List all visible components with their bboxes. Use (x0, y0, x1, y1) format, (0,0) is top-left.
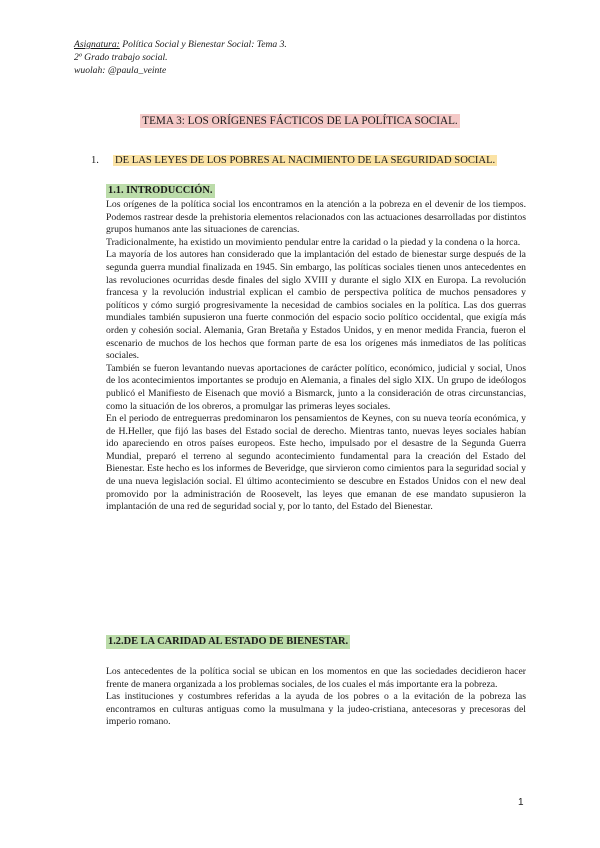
document-header (74, 38, 287, 77)
header-subject-value: Política Social y Bienestar Social: Tema 3. (119, 39, 287, 50)
header-subject-label: Asignatura: (74, 39, 120, 50)
header-wuolah-line: wuolah: @paula_veinte (74, 65, 167, 76)
subsection-1-1-heading: 1.1. INTRODUCCIÓN. (108, 185, 213, 196)
subsection-1-2-body (106, 666, 526, 729)
header-subject-line (74, 38, 287, 51)
section-1-heading (91, 154, 497, 168)
document-title: TEMA 3: LOS ORÍGENES FÁCTICOS DE LA POLÍTICA SOCIAL. (142, 115, 458, 127)
paragraph: Los antecedentes de la política social se ubican en los momentos en que las sociedades decidieron hacer frente de manera organizada a los problemas sociales, de los cuales el más importante era la pobreza. (106, 666, 526, 690)
header-degree-line: 2º Grado trabajo social. (74, 52, 168, 63)
title-wrapper (0, 111, 600, 129)
subsection-1-1-body (106, 199, 526, 514)
paragraph: Las instituciones y costumbres referidas a la ayuda de los pobres o a la evitación de la pobreza las encontramos en culturas antiguas como la musulmana y la judeo-cristiana, antecesoras y precesoras del imperio romano. (106, 691, 526, 728)
paragraph: Tradicionalmente, ha existido un movimiento pendular entre la caridad o la piedad y la condena o la horca. (106, 236, 521, 248)
page-number: 1 (518, 797, 524, 808)
paragraph: Los orígenes de la política social los encontramos en la atención a la pobreza en el devenir de los tiempos. Podemos rastrear desde la prehistoria elementos relacionados con las actuaciones desarrolladas por distintos grupos humanos ante las situaciones de carencias. (106, 199, 526, 236)
paragraph: En el periodo de entreguerras predominaron los pensamientos de Keynes, con su nueva teoría económica, y de H.Heller, que fijó las bases del Estado social de derecho. Mientras tanto, nuevas leyes sociales habían ido apareciendo en otros países europeos. Este hecho, impulsado por el desastre de la Segunda Guerra Mundial, preparó el terreno al segundo acontecimiento fundamental para la creación del Estado del Bienestar. Este hecho es los informes de Beveridge, que sirvieron como cimientos para la seguridad social y de una nueva legislación social. El último acontecimiento se descubre en Estados Unidos con el new deal promovido por la administración de Roosevelt, las leyes que emanan de ese mandato supusieron la implantación de una red de seguridad social y, por lo tanto, del Estado del Bienestar. (106, 413, 526, 513)
paragraph: La mayoría de los autores han considerado que la implantación del estado de bienestar surge después de la segunda guerra mundial finalizada en 1945. Sin embargo, las políticas sociales tienen unos antecedentes en las revoluciones ocurridas desde finales del siglo XVIII y durante el siglo XIX en Europa. La revolución francesa y la revolución industrial explican el cambio de perspectiva política de muchos pensadores y políticos y cómo surgió progresivamente la necesidad de cambios sociales en la política. Las dos guerras mundiales también supusieron una fuerte conmoción del espacio socio político occidental, que exigía más orden y cohesión social. Alemania, Gran Bretaña y Estados Unidos, y en menor medida Francia, fueron el escenario de muchos de los hechos que forman parte de esa los orígenes más inmediatos de las políticas sociales. (106, 249, 526, 362)
section-1-number: 1. (91, 155, 99, 166)
section-1-title: DE LAS LEYES DE LOS POBRES AL NACIMIENTO DE LA SEGURIDAD SOCIAL. (115, 155, 496, 166)
paragraph: También se fueron levantando nuevas aportaciones de carácter político, económico, judicial y social, Unos de los acontecimientos importantes se produjo en Alemania, a finales del siglo XIX. Un grupo de ideólogos publicó el Manifiesto de Eisenach que movió a Bismarck, junto a la consideración de otras circunstancias, como la situación de los obreros, a promulgar las primeras leyes sociales. (106, 362, 526, 412)
subsection-1-2-heading: 1.2.DE LA CARIDAD AL ESTADO DE BIENESTAR. (108, 636, 349, 647)
